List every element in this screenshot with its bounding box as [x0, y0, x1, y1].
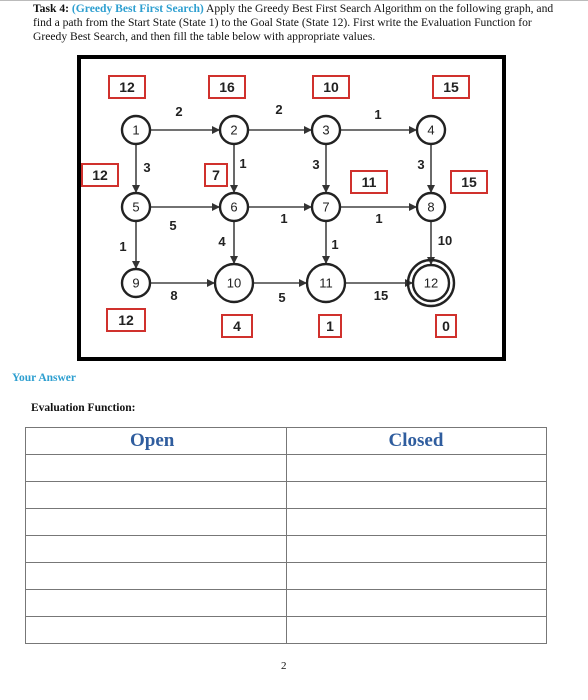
open-cell[interactable]: [26, 617, 287, 644]
heuristic-value: 16: [219, 79, 235, 95]
edge-cost-label: 1: [239, 156, 247, 171]
heuristic-value: 4: [233, 318, 241, 334]
table-row: [26, 617, 547, 644]
closed-cell[interactable]: [286, 482, 547, 509]
node-label: 6: [230, 199, 238, 215]
edge-cost-label: 3: [312, 157, 320, 172]
heuristic-value: 12: [92, 167, 108, 183]
algorithm-name: (Greedy Best First Search): [71, 2, 204, 15]
edge-cost-label: 10: [437, 233, 453, 248]
graph-figure: [77, 55, 506, 361]
edge-cost-label: 8: [170, 288, 178, 303]
edge-cost-label: 5: [169, 218, 177, 233]
edge-cost-label: 1: [119, 239, 127, 254]
node-label: 2: [230, 122, 238, 138]
heuristic-value: 15: [443, 79, 459, 95]
task-label: Task 4:: [33, 2, 69, 15]
closed-cell[interactable]: [286, 536, 547, 563]
task-description: [33, 2, 563, 45]
open-cell[interactable]: [26, 590, 287, 617]
closed-cell[interactable]: [286, 509, 547, 536]
graph-svg: [81, 59, 502, 357]
table-row: [26, 509, 547, 536]
edge-cost-label: 1: [331, 237, 339, 252]
your-answer-heading: Your Answer: [12, 372, 77, 384]
open-cell[interactable]: [26, 509, 287, 536]
edge-cost-label: 1: [375, 211, 383, 226]
evaluation-function-label: Evaluation Function:: [31, 402, 136, 414]
table-row: [26, 563, 547, 590]
table-header-row: [26, 428, 547, 455]
closed-cell[interactable]: [286, 455, 547, 482]
task-text: Apply the Greedy Best First Search Algorithm on the following graph, and find a path from the Start State (State 1) to the Goal State (State 12). First write the Evaluation Function for Greedy Best Search, and then fill the table below with appropriate values.: [33, 2, 554, 44]
closed-cell[interactable]: [286, 590, 547, 617]
table-row: [26, 455, 547, 482]
table-row: [26, 590, 547, 617]
top-rule: [0, 0, 588, 1]
node-label: 9: [132, 275, 140, 291]
table-row: [26, 482, 547, 509]
node-label: 7: [322, 199, 330, 215]
node-label: 12: [423, 275, 439, 291]
edge-cost-label: 15: [373, 288, 389, 303]
open-column-header: Open: [26, 428, 287, 455]
edge-cost-label: 3: [417, 157, 425, 172]
node-label: 8: [427, 199, 435, 215]
open-cell[interactable]: [26, 563, 287, 590]
closed-column-header: Closed: [286, 428, 547, 455]
closed-cell[interactable]: [286, 563, 547, 590]
node-label: 5: [132, 199, 140, 215]
open-cell[interactable]: [26, 482, 287, 509]
heuristic-value: 12: [118, 312, 134, 328]
heuristic-value: 7: [212, 167, 220, 183]
page-number: 2: [281, 660, 287, 672]
edge-cost-label: 5: [278, 290, 286, 305]
heuristic-value: 10: [323, 79, 339, 95]
edge-cost-label: 2: [175, 104, 183, 119]
closed-cell[interactable]: [286, 617, 547, 644]
edge-cost-label: 1: [280, 211, 288, 226]
heuristic-value: 12: [119, 79, 135, 95]
node-label: 10: [226, 275, 242, 291]
edge-cost-label: 2: [275, 102, 283, 117]
heuristic-value: 11: [361, 174, 377, 190]
open-cell[interactable]: [26, 536, 287, 563]
open-cell[interactable]: [26, 455, 287, 482]
heuristic-value: 15: [461, 174, 477, 190]
node-label: 1: [132, 122, 140, 138]
node-label: 3: [322, 122, 330, 138]
edge-cost-label: 3: [143, 160, 151, 175]
heuristic-value: 0: [442, 318, 450, 334]
edge-cost-label: 1: [374, 107, 382, 122]
edge-cost-label: 4: [218, 234, 226, 249]
node-label: 4: [427, 122, 435, 138]
heuristic-value: 1: [326, 318, 334, 334]
table-row: [26, 536, 547, 563]
node-label: 11: [319, 275, 333, 291]
open-closed-table: [25, 427, 547, 644]
